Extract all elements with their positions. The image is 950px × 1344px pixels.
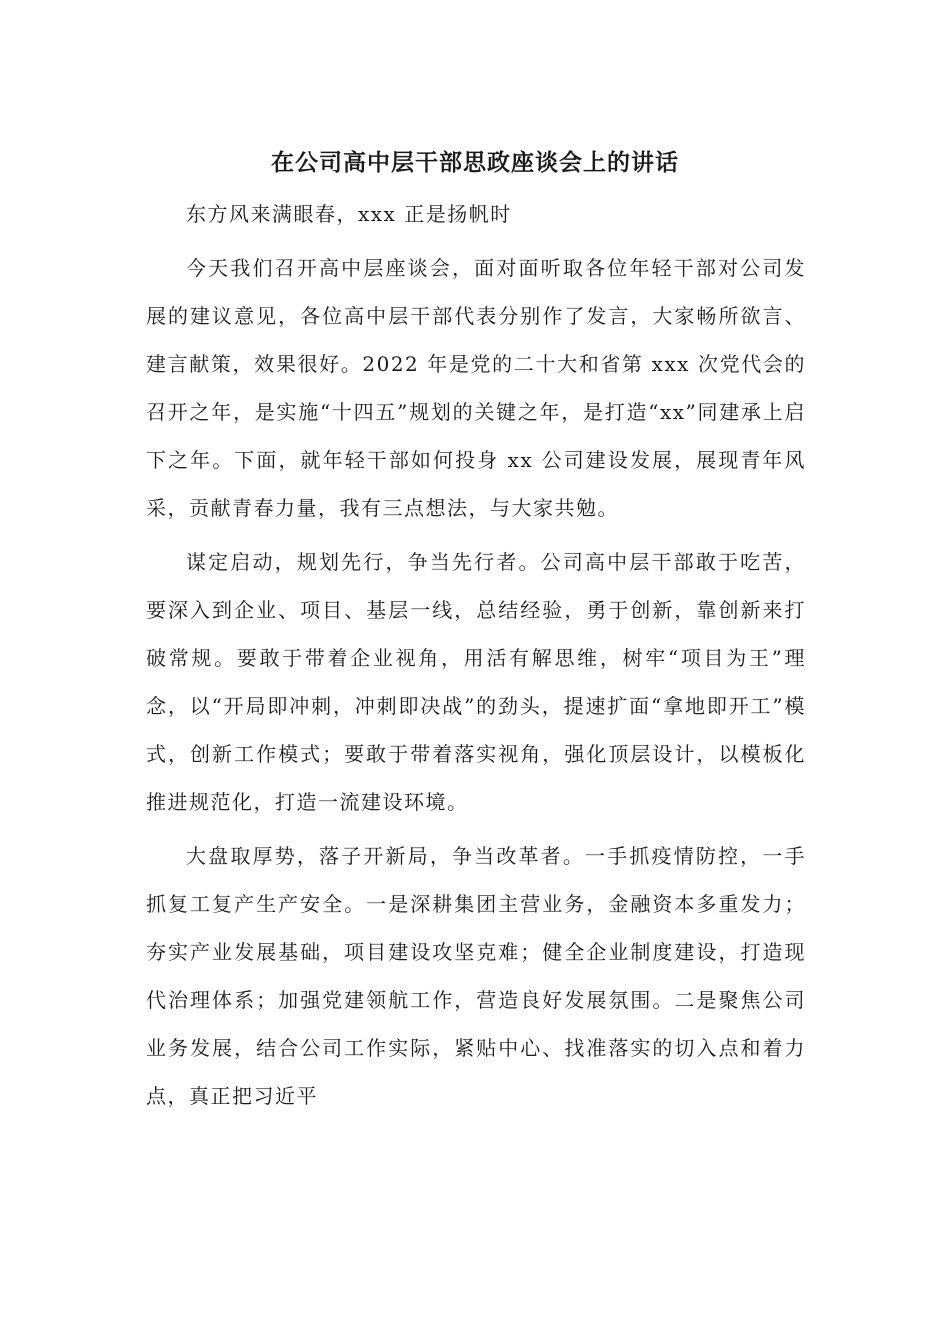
document-title: 在公司高中层干部思政座谈会上的讲话 xyxy=(271,149,679,176)
paragraph-point-two: 大盘取厚势，落子开新局，争当改革者。一手抓疫情防控，一手抓复工复产生产安全。一是深耕集团主营业务，金融资本多重发力；夯实产业发展基础，项目建设攻坚克难；健全企业制度建设，打造现代治理体系；加强党建领航工作，营造良好发展氛围。二是聚焦公司业务发展，结合公司工作实际，紧贴中心、找准落实的切入点和着力点，真正把习近平 xyxy=(146,844,806,1108)
paragraph-subtitle: 东方风来满眼春，xxx 正是扬帆时 xyxy=(186,202,512,226)
paragraph-point-one: 谋定启动，规划先行，争当先行者。公司高中层干部敢于吃苦，要深入到企业、项目、基层一线，总结经验，勇于创新，靠创新来打破常规。要敢于带着企业视角，用活有解思维，树牢“项目为王”理念，以“开局即冲刺，冲刺即决战”的劲头，提速扩面“拿地即开工”模式，创新工作模式；要敢于带着落实视角，强化顶层设计，以模板化推进规范化，打造一流建设环境。 xyxy=(146,550,806,814)
paragraph-intro: 今天我们召开高中层座谈会，面对面听取各位年轻干部对公司发展的建议意见，各位高中层干部代表分别作了发言，大家畅所欲言、建言献策，效果很好。2022 年是党的二十大和省第 xxx 次党代会的召开之年，是实施“十四五”规划的关键之年，是打造“xx”同建承上启下之年。下面，就年轻干部如何投身 xx 公司建设发展，展现青年风采，贡献青春力量，我有三点想法，与大家共勉。 xyxy=(146,256,806,520)
document-body xyxy=(146,190,806,1120)
